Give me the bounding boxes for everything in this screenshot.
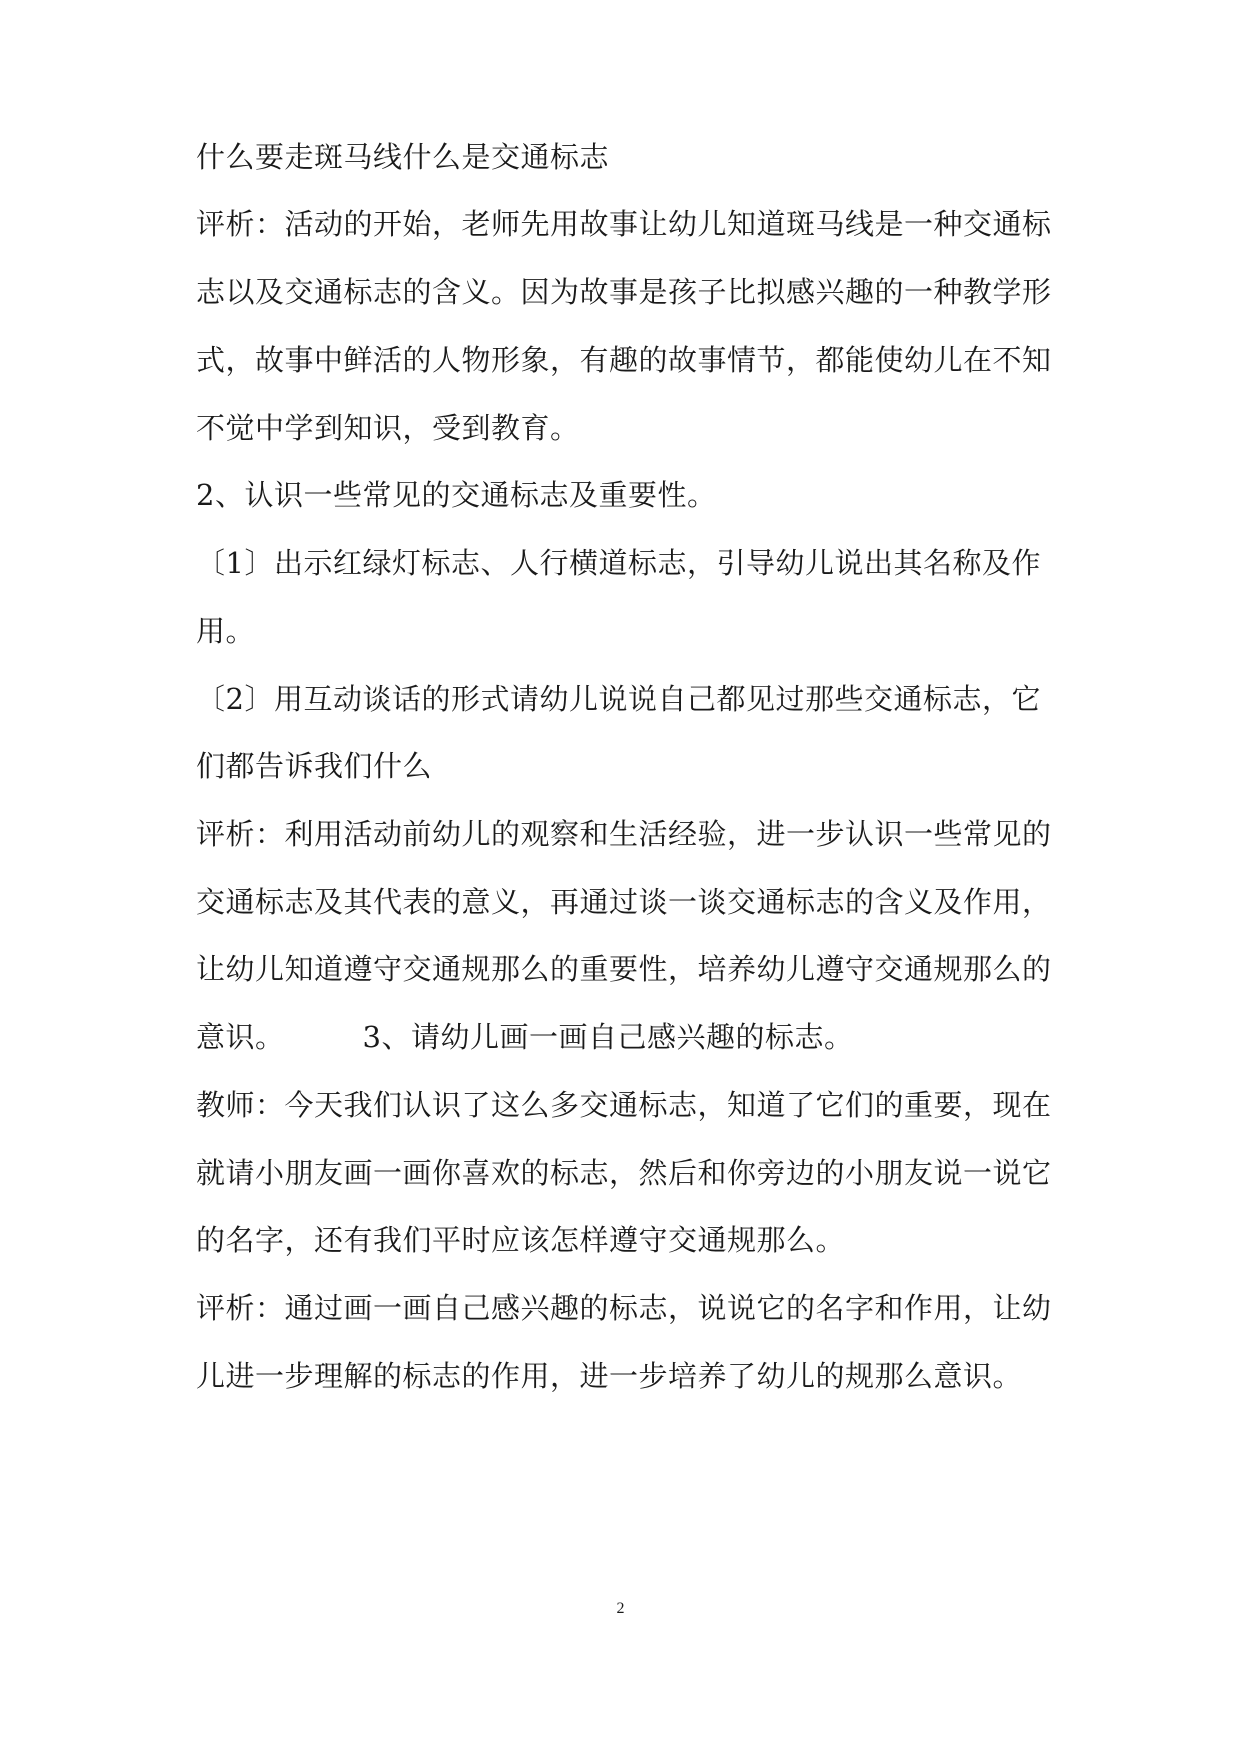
text-line: 不觉中学到知识，受到教育。 [196, 411, 580, 445]
section-heading: 2、认识一些常见的交通标志及重要性。 [196, 478, 717, 512]
text-line: 们都告诉我们什么 [196, 749, 433, 783]
text-fragment: 意识。 [196, 1020, 285, 1054]
text-line: 就请小朋友画一画你喜欢的标志，然后和你旁边的小朋友说一说它 [196, 1156, 1052, 1190]
text-line: 〔2〕用互动谈话的形式请幼儿说说自己都见过那些交通标志，它 [196, 682, 1041, 716]
section-heading: 3、请幼儿画一画自己感兴趣的标志。 [362, 1020, 854, 1054]
text-line: 评析：活动的开始，老师先用故事让幼儿知道斑马线是一种交通标 [196, 207, 1052, 241]
text-line: 评析：利用活动前幼儿的观察和生活经验，进一步认识一些常见的 [196, 817, 1052, 851]
text-line: 评析：通过画一画自己感兴趣的标志，说说它的名字和作用，让幼 [196, 1291, 1052, 1325]
text-line [196, 1017, 1056, 1057]
text-line: 〔1〕出示红绿灯标志、人行横道标志，引导幼儿说出其名称及作 [196, 546, 1041, 580]
text-line: 教师：今天我们认识了这么多交通标志，知道了它们的重要，现在 [196, 1088, 1052, 1122]
text-line: 志以及交通标志的含义。因为故事是孩子比拟感兴趣的一种教学形 [196, 275, 1052, 309]
page-number: 2 [616, 1600, 625, 1617]
text-line: 儿进一步理解的标志的作用，进一步培养了幼儿的规那么意识。 [196, 1359, 1023, 1393]
text-line: 什么要走斑马线什么是交通标志 [196, 140, 610, 174]
text-line: 让幼儿知道遵守交通规那么的重要性，培养幼儿遵守交通规那么的 [196, 952, 1052, 986]
text-line: 用。 [196, 614, 256, 648]
text-line: 式，故事中鲜活的人物形象，有趣的故事情节，都能使幼儿在不知 [196, 343, 1052, 377]
text-line: 交通标志及其代表的意义，再通过谈一谈交通标志的含义及作用， [196, 885, 1052, 919]
text-line: 的名字，还有我们平时应该怎样遵守交通规那么。 [196, 1223, 846, 1257]
